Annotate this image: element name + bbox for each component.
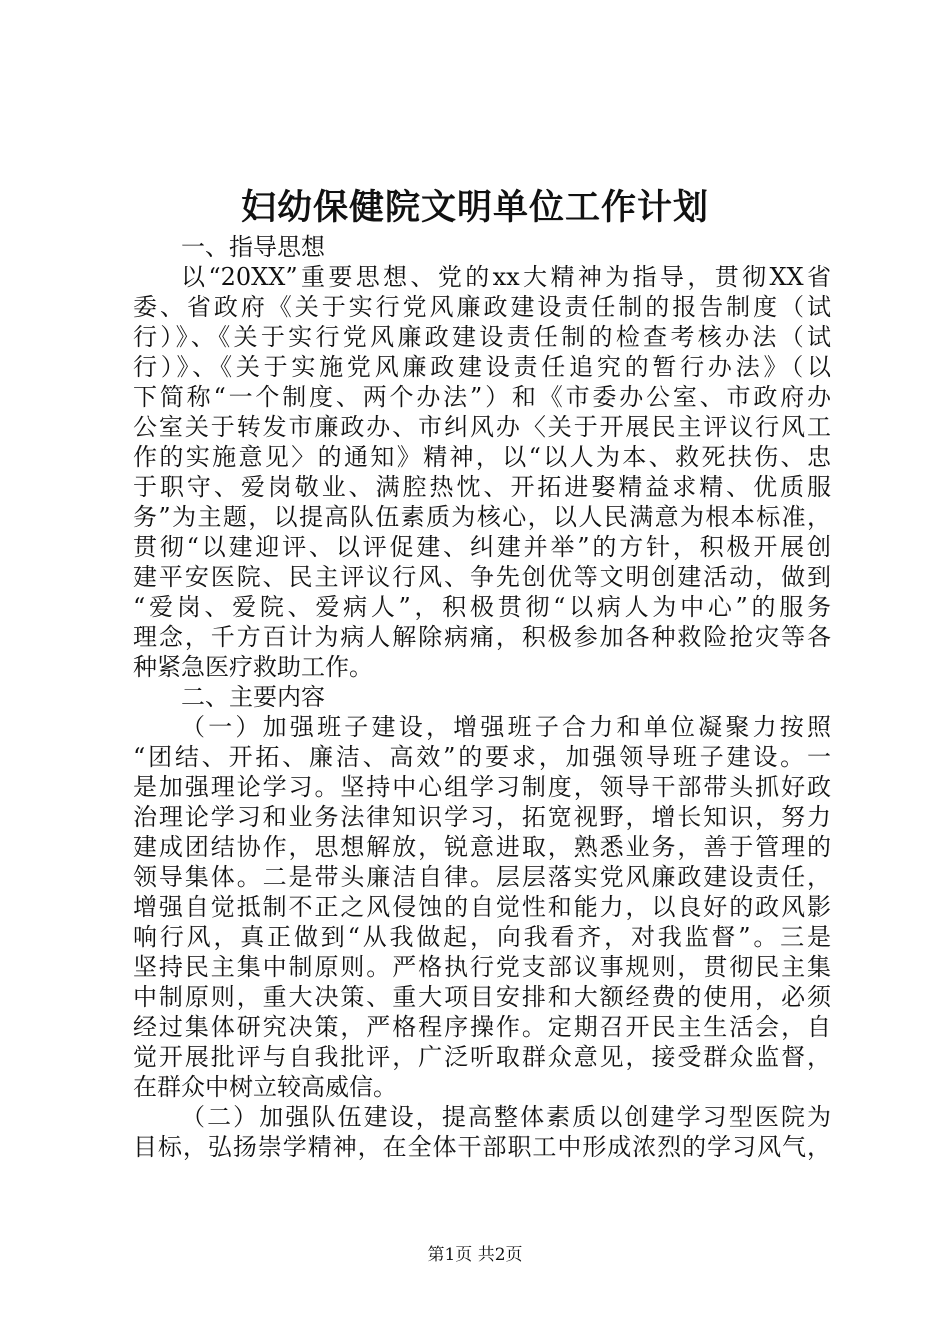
document-body	[133, 232, 831, 1162]
paragraph-line: 理念，千方百计为病人解除病痛，积极参加各种救险抢灾等各	[133, 623, 831, 651]
paragraph-line: 建成团结协作，思想解放，锐意进取，熟悉业务，善于管理的	[133, 833, 831, 861]
paragraph-line: 以“20XX”重要思想、党的xx大精神为指导，贯彻XX省	[181, 263, 831, 291]
paragraph-line: 增强自觉抵制不正之风侵蚀的自觉性和能力，以良好的政风影	[133, 893, 831, 921]
paragraph-line: 委、省政府《关于实行党风廉政建设责任制的报告制度（试	[133, 293, 831, 321]
paragraph-line: “团结、开拓、廉洁、高效”的要求，加强领导班子建设。一	[133, 743, 831, 771]
paragraph-line: 建平安医院、民主评议行风、争先创优等文明创建活动，做到	[133, 563, 831, 591]
paragraph-line: 贯彻“以建迎评、以评促建、纠建并举”的方针，积极开展创	[133, 533, 831, 561]
paragraph-line: 行）》、《关于实行党风廉政建设责任制的检查考核办法（试	[133, 323, 831, 351]
paragraph-line: 治理论学习和业务法律知识学习，拓宽视野，增长知识，努力	[133, 803, 831, 831]
paragraph-line: 在群众中树立较高威信。	[133, 1073, 397, 1101]
paragraph-line: （二）加强队伍建设，提高整体素质以创建学习型医院为	[181, 1103, 831, 1131]
paragraph-line: 目标，弘扬崇学精神，在全体干部职工中形成浓烈的学习风气，	[133, 1133, 831, 1161]
paragraph-line: 务”为主题，以提高队伍素质为核心，以人民满意为根本标准，	[133, 503, 831, 531]
paragraph-line: 行）》、《关于实施党风廉政建设责任追究的暂行办法》（以	[133, 353, 831, 381]
paragraph-line: 于职守、爱岗敬业、满腔热忱、开拓进娶精益求精、优质服	[133, 473, 831, 501]
paragraph-line: 作的实施意见〉的通知》精神，以“以人为本、救死扶伤、忠	[133, 443, 831, 471]
paragraph-line: 经过集体研究决策，严格程序操作。定期召开民主生活会，自	[133, 1013, 831, 1041]
page-number: 第1页 共2页	[427, 1245, 523, 1265]
paragraph-line: 领导集体。二是带头廉洁自律。层层落实党风廉政建设责任，	[133, 863, 831, 891]
paragraph-line: 响行风，真正做到“从我做起，向我看齐，对我监督”。三是	[133, 923, 831, 951]
paragraph-line: “爱岗、爱院、爱病人”，积极贯彻“以病人为中心”的服务	[133, 593, 831, 621]
section-heading: 二、主要内容	[181, 683, 325, 711]
section-heading: 一、指导思想	[181, 233, 325, 261]
paragraph-line: （一）加强班子建设，增强班子合力和单位凝聚力按照	[181, 713, 831, 741]
paragraph-line: 中制原则，重大决策、重大项目安排和大额经费的使用，必须	[133, 983, 831, 1011]
paragraph-line: 种紧急医疗救助工作。	[133, 653, 373, 681]
paragraph-line: 坚持民主集中制原则。严格执行党支部议事规则，贯彻民主集	[133, 953, 831, 981]
paragraph-line: 公室关于转发市廉政办、市纠风办〈关于开展民主评议行风工	[133, 413, 831, 441]
document-title: 妇幼保健院文明单位工作计划	[240, 187, 709, 228]
paragraph-line: 觉开展批评与自我批评，广泛听取群众意见，接受群众监督，	[133, 1043, 831, 1071]
paragraph-line: 是加强理论学习。坚持中心组学习制度，领导干部带头抓好政	[133, 773, 831, 801]
paragraph-line: 下简称“一个制度、两个办法”）和《市委办公室、市政府办	[133, 383, 831, 411]
